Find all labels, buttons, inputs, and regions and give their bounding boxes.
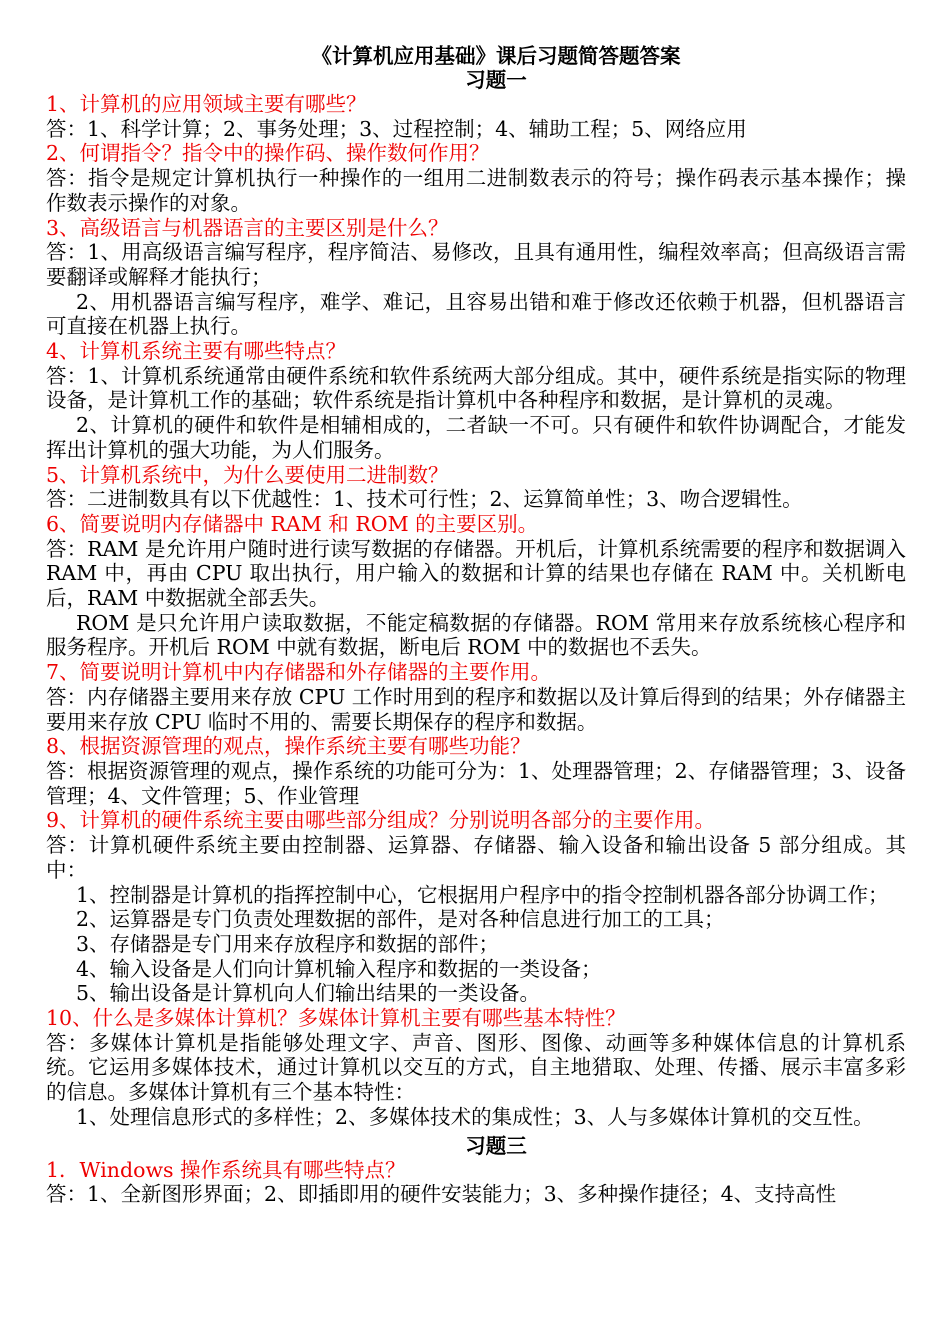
question: 9、计算机的硬件系统主要由哪些部分组成？分别说明各部分的主要作用。 bbox=[46, 808, 716, 833]
question: 3、高级语言与机器语言的主要区别是什么？ bbox=[46, 215, 449, 240]
answer: 答：计算机硬件系统主要由控制器、运算器、存储器、输入设备和输出设备 5 部分组成。其中： bbox=[46, 833, 906, 882]
answer-continuation: 4、输入设备是人们向计算机输入程序和数据的一类设备； bbox=[76, 956, 602, 981]
section-heading: 习题三 bbox=[465, 1133, 527, 1158]
answer-continuation: 2、运算器是专门负责处理数据的部件，是对各种信息进行加工的工具； bbox=[76, 907, 725, 932]
answer-continuation: ROM 是只允许用户读取数据，不能定稿数据的存储器。ROM 常用来存放系统核心程序和服务程序。开机后 ROM 中就有数据，断电后 ROM 中的数据也不丢失。 bbox=[46, 610, 906, 660]
answer-continuation: 1、处理信息形式的多样性；2、多媒体技术的集成性；3、人与多媒体计算机的交互性。 bbox=[76, 1104, 874, 1129]
answer: 答：1、科学计算；2、事务处理；3、过程控制；4、辅助工程；5、网络应用 bbox=[46, 116, 747, 141]
question: 10、什么是多媒体计算机？多媒体计算机主要有哪些基本特性？ bbox=[46, 1006, 626, 1031]
answer-continuation: 3、存储器是专门用来存放程序和数据的部件； bbox=[76, 931, 500, 956]
document-page bbox=[46, 44, 906, 1207]
document-title: 《计算机应用基础》课后习题简答题答案 bbox=[311, 44, 681, 68]
question: 1、计算机的应用领域主要有哪些？ bbox=[46, 92, 367, 116]
answer: 答：根据资源管理的观点，操作系统的功能可分为：1、处理器管理；2、存储器管理；3、设备管理；4、文件管理；5、作业管理 bbox=[46, 758, 906, 808]
answer: 答：内存储器主要用来存放 CPU 工作时用到的程序和数据以及计算后得到的结果；外存储器主要用来存放 CPU 临时不用的、需要长期保存的程序和数据。 bbox=[46, 684, 906, 734]
section-heading: 习题一 bbox=[465, 68, 527, 92]
answer-continuation: 2、用机器语言编写程序，难学、难记，且容易出错和难于修改还依赖于机器，但机器语言可直接在机器上执行。 bbox=[46, 289, 906, 339]
question: 4、计算机系统主要有哪些特点？ bbox=[46, 339, 347, 364]
question: 5、计算机系统中，为什么要使用二进制数？ bbox=[46, 462, 449, 487]
answer: 答：二进制数具有以下优越性：1、技术可行性；2、运算简单性；3、吻合逻辑性。 bbox=[46, 487, 803, 512]
question: 6、简要说明内存储器中 RAM 和 ROM 的主要区别。 bbox=[46, 511, 539, 536]
answer: 答：RAM 是允许用户随时进行读写数据的存储器。开机后，计算机系统需要的程序和数据调入 RAM 中，再由 CPU 取出执行，用户输入的数据和计算的结果也存储在 RAM 中。关机断电后，RAM 中数据就全部丢失。 bbox=[46, 536, 906, 611]
answer-continuation: 1、控制器是计算机的指挥控制中心，它根据用户程序中的指令控制机器各部分协调工作； bbox=[76, 882, 889, 907]
question: 7、简要说明计算机中内存储器和外存储器的主要作用。 bbox=[46, 660, 552, 685]
question: 8、根据资源管理的观点，操作系统主要有哪些功能？ bbox=[46, 734, 531, 759]
answer: 答：多媒体计算机是指能够处理文字、声音、图形、图像、动画等多种媒体信息的计算机系统。它运用多媒体技术，通过计算机以交互的方式，自主地猎取、处理、传播、展示丰富多彩的信息。多媒体计算机有三个基本特性： bbox=[46, 1030, 906, 1105]
answer: 答：指令是规定计算机执行一种操作的一组用二进制数表示的符号；操作码表示基本操作；操作数表示操作的对象。 bbox=[46, 166, 906, 215]
answer: 答：1、全新图形界面；2、即插即用的硬件安装能力；3、多种操作捷径；4、支持高性 bbox=[46, 1182, 837, 1207]
question: 1．Windows 操作系统具有哪些特点？ bbox=[46, 1157, 406, 1182]
question: 2、何谓指令？指令中的操作码、操作数何作用？ bbox=[46, 141, 490, 166]
answer: 答：1、计算机系统通常由硬件系统和软件系统两大部分组成。其中，硬件系统是指实际的物理设备，是计算机工作的基础；软件系统是指计算机中各种程序和数据，是计算机的灵魂。 bbox=[46, 363, 906, 413]
answer: 答：1、用高级语言编写程序，程序简洁、易修改，且具有通用性，编程效率高；但高级语言需要翻译或解释才能执行； bbox=[46, 240, 906, 289]
answer-continuation: 5、输出设备是计算机向人们输出结果的一类设备。 bbox=[76, 981, 541, 1006]
answer-continuation: 2、计算机的硬件和软件是相辅相成的，二者缺一不可。只有硬件和软件协调配合，才能发挥出计算机的强大功能，为人们服务。 bbox=[46, 413, 906, 462]
